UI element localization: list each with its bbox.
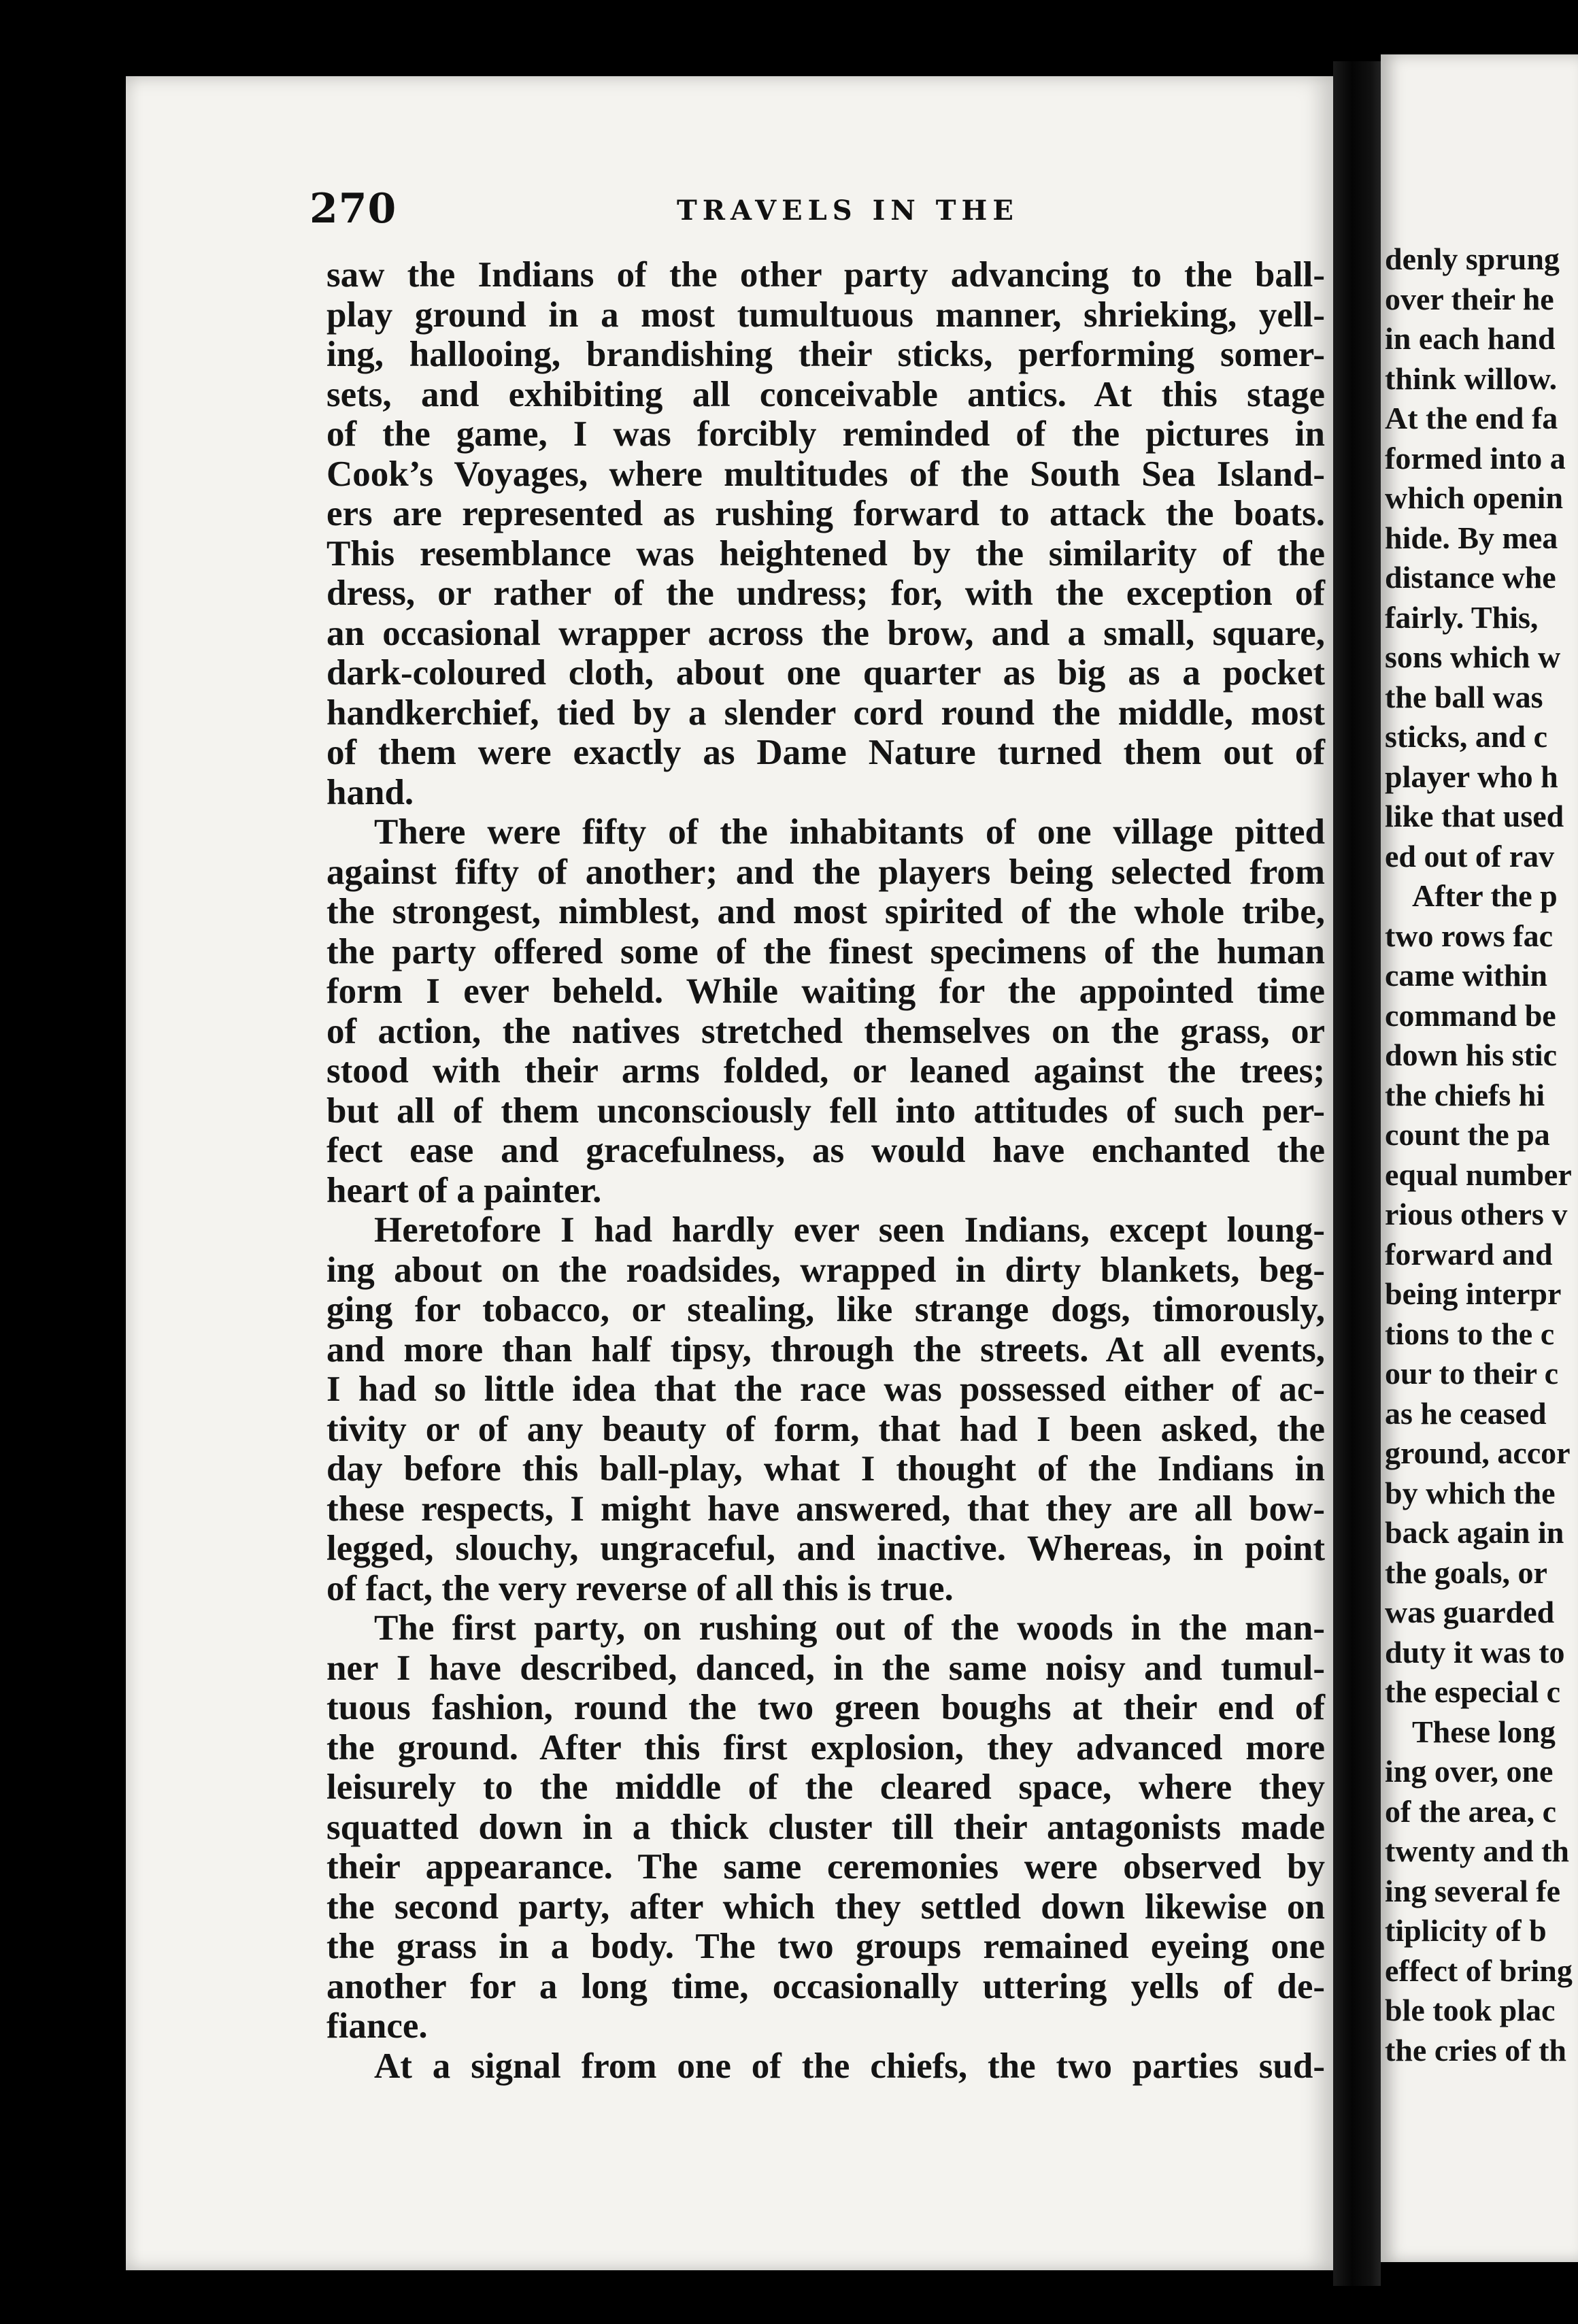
- right-page-line: rious others v: [1385, 1197, 1568, 1231]
- body-line: handkerchief, tied by a slender cord round the middle, most: [326, 693, 1325, 733]
- right-page-line: duty it was to: [1385, 1634, 1565, 1670]
- right-page-line: fairly. This,: [1385, 599, 1539, 635]
- right-page-line: over their he: [1385, 281, 1554, 316]
- right-page-line: At the end fa: [1385, 401, 1558, 435]
- body-line: play ground in a most tumultuous manner, shrieking, yell-: [326, 295, 1325, 335]
- body-line: the ground. After this first explosion, they advanced more: [326, 1727, 1325, 1767]
- right-page-line: in each hand: [1385, 321, 1556, 356]
- body-line: fect ease and gracefulness, as would have enchanted the: [326, 1131, 1325, 1170]
- body-line: fiance.: [326, 2006, 428, 2046]
- body-line: legged, slouchy, ungraceful, and inactive. Whereas, in point: [326, 1529, 1325, 1568]
- body-line: the party offered some of the finest specimens of the human: [326, 931, 1325, 972]
- right-page-line: After the p: [1412, 878, 1558, 913]
- right-page-line: as he ceased: [1385, 1395, 1547, 1431]
- right-page-line: our to their c: [1385, 1356, 1559, 1391]
- right-page-line: being interpr: [1385, 1276, 1562, 1311]
- body-line: There were fifty of the inhabitants of one village pitted: [374, 812, 1325, 852]
- right-page-line: hide. By mea: [1385, 520, 1558, 555]
- right-page-line: the cries of th: [1385, 2032, 1566, 2068]
- body-line: The first party, on rushing out of the woods in the man-: [374, 1608, 1325, 1648]
- body-line: form I ever beheld. While waiting for the appointed time: [326, 972, 1325, 1011]
- right-page-line: ed out of rav: [1385, 838, 1555, 874]
- body-line: tuous fashion, round the two green boughs at their end of: [326, 1688, 1325, 1727]
- body-line: the strongest, nimblest, and most spirited of the whole tribe,: [326, 892, 1325, 931]
- right-page-line: ing several fe: [1385, 1873, 1561, 1908]
- right-page-line: like that used: [1385, 799, 1564, 833]
- body-line: the grass in a body. The two groups remained eyeing one: [326, 1927, 1325, 1966]
- right-page-line: tiplicity of b: [1385, 1913, 1547, 1948]
- right-page-line: the especial c: [1385, 1674, 1561, 1709]
- body-line: of the game, I was forcibly reminded of the pictures in: [326, 414, 1325, 454]
- body-line: tivity or of any beauty of form, that had I been asked, the: [326, 1409, 1325, 1449]
- right-page-line: two rows fac: [1385, 918, 1553, 953]
- body-line: This resemblance was heightened by the similarity of the: [326, 533, 1325, 574]
- right-page-line: was guarded: [1385, 1595, 1555, 1629]
- body-line: the second party, after which they settled down likewise on: [326, 1887, 1325, 1927]
- running-title: TRAVELS IN THE: [677, 195, 1019, 227]
- body-line: an occasional wrapper across the brow, and a small, square,: [326, 613, 1325, 653]
- body-line: stood with their arms folded, or leaned against the trees;: [326, 1051, 1325, 1091]
- body-line: Heretofore I had hardly ever seen Indians, except loung-: [374, 1210, 1325, 1250]
- body-line: Cook’s Voyages, where multitudes of the South Sea Island-: [326, 454, 1325, 494]
- right-page-line: came within: [1385, 958, 1547, 993]
- right-page-line: ground, accor: [1385, 1435, 1571, 1470]
- right-page-line: tions to the c: [1385, 1316, 1555, 1351]
- body-line: dress, or rather of the undress; for, with the exception of: [326, 574, 1325, 613]
- body-line: but all of them unconsciously fell into attitudes of such per-: [326, 1091, 1325, 1131]
- body-line: leisurely to the middle of the cleared space, where they: [326, 1767, 1325, 1807]
- right-page-line: think willow.: [1385, 361, 1558, 396]
- right-page-line: distance whe: [1385, 560, 1556, 595]
- body-line: these respects, I might have answered, that they are all bow-: [326, 1489, 1325, 1529]
- right-page-line: These long: [1412, 1714, 1556, 1749]
- body-line: ing, hallooing, brandishing their sticks, performing somer-: [326, 335, 1325, 374]
- body-line: of action, the natives stretched themselves on the grass, or: [326, 1011, 1325, 1051]
- right-page-line: player who h: [1385, 759, 1558, 794]
- right-page-line: equal number: [1385, 1157, 1572, 1192]
- right-page-line: sticks, and c: [1385, 719, 1547, 754]
- right-page-line: ing over, one: [1385, 1754, 1554, 1789]
- right-page-line: formed into a: [1385, 440, 1566, 476]
- right-page-line: ble took plac: [1385, 1993, 1556, 2027]
- body-line: and more than half tipsy, through the streets. At all events,: [326, 1329, 1325, 1370]
- body-line: squatted down in a thick cluster till their antagonists made: [326, 1807, 1325, 1847]
- body-line: At a signal from one of the chiefs, the two parties sud-: [374, 2046, 1325, 2086]
- right-page-line: of the area, c: [1385, 1793, 1557, 1829]
- book-gutter: [1333, 61, 1381, 2286]
- body-line: ers are represented as rushing forward to attack the boats.: [326, 494, 1325, 533]
- right-page-text: [1385, 239, 1578, 2070]
- body-line: another for a long time, occasionally uttering yells of de-: [326, 1966, 1325, 2006]
- right-page-line: the goals, or: [1385, 1555, 1547, 1590]
- body-line: I had so little idea that the race was possessed either of ac-: [326, 1370, 1325, 1409]
- body-text: [326, 255, 1325, 2086]
- right-page-line: back again in: [1385, 1515, 1564, 1550]
- body-line: sets, and exhibiting all conceivable antics. At this stage: [326, 374, 1325, 414]
- body-line: ner I have described, danced, in the same noisy and tumul-: [326, 1648, 1325, 1688]
- body-line: of fact, the very reverse of all this is true.: [326, 1568, 954, 1608]
- body-line: saw the Indians of the other party advancing to the ball-: [326, 255, 1325, 295]
- body-line: dark-coloured cloth, about one quarter as big as a pocket: [326, 653, 1325, 693]
- body-line: against fifty of another; and the players being selected from: [326, 852, 1325, 892]
- running-head: [309, 185, 1330, 239]
- body-line: of them were exactly as Dame Nature turned them out of: [326, 733, 1325, 772]
- right-page-line: forward and: [1385, 1236, 1553, 1272]
- right-page-line: denly sprung: [1385, 242, 1560, 276]
- right-page-line: count the pa: [1385, 1117, 1550, 1152]
- right-page-line: by which the: [1385, 1475, 1556, 1510]
- right-page-line: twenty and th: [1385, 1833, 1569, 1868]
- body-line: ing about on the roadsides, wrapped in dirty blankets, beg-: [326, 1250, 1325, 1290]
- right-page-line: sons which w: [1385, 640, 1561, 674]
- body-line: day before this ball-play, what I thought of the Indians in: [326, 1449, 1325, 1489]
- body-line: heart of a painter.: [326, 1170, 602, 1210]
- right-page-line: effect of bring: [1385, 1953, 1573, 1988]
- right-page-line: command be: [1385, 997, 1556, 1033]
- body-line: hand.: [326, 772, 414, 812]
- right-page-line: the chiefs hi: [1385, 1077, 1545, 1112]
- body-line: their appearance. The same ceremonies were observed by: [326, 1847, 1325, 1887]
- body-line: ging for tobacco, or stealing, like strange dogs, timorously,: [326, 1290, 1325, 1329]
- right-page-line: down his stic: [1385, 1038, 1558, 1072]
- page-number: 270: [309, 185, 397, 233]
- right-page-line: the ball was: [1385, 679, 1543, 714]
- right-page-line: which openin: [1385, 480, 1564, 515]
